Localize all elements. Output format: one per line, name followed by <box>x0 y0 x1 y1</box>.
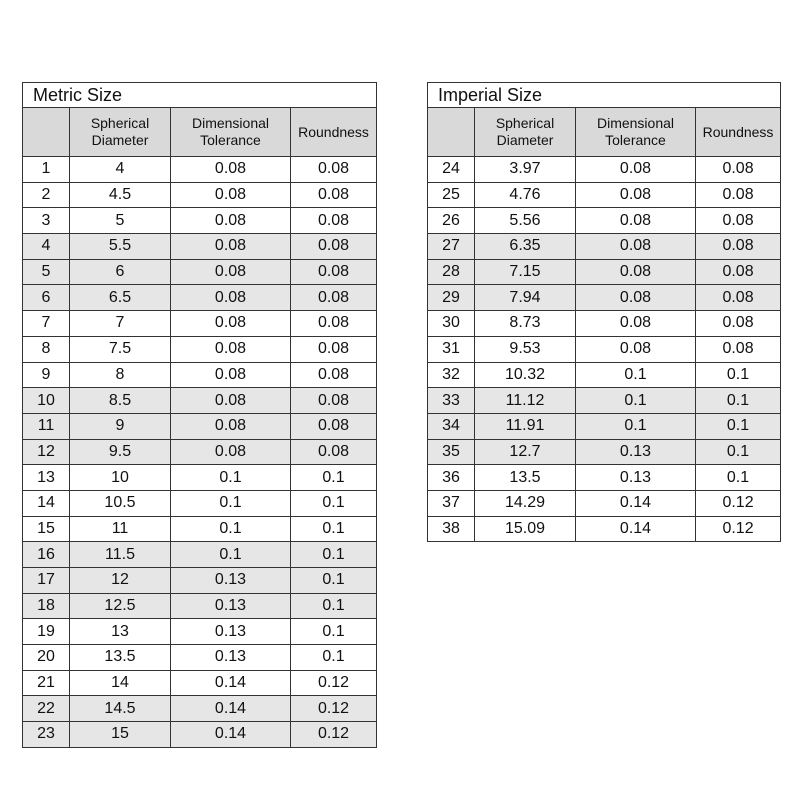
dimensional-tolerance-cell: 0.14 <box>171 670 291 696</box>
row-index-cell: 7 <box>23 311 70 337</box>
table-row <box>428 336 781 362</box>
spherical-diameter-cell: 10.5 <box>70 490 171 516</box>
roundness-cell: 0.08 <box>696 157 781 183</box>
dimensional-tolerance-cell: 0.08 <box>576 311 696 337</box>
row-index-cell: 36 <box>428 465 475 491</box>
table-row <box>428 362 781 388</box>
dimensional-tolerance-cell: 0.13 <box>171 619 291 645</box>
spherical-diameter-cell: 11.5 <box>70 542 171 568</box>
row-index-cell: 38 <box>428 516 475 542</box>
spherical-diameter-cell: 12 <box>70 568 171 594</box>
dimensional-tolerance-cell: 0.1 <box>171 465 291 491</box>
dimensional-tolerance-cell: 0.08 <box>576 208 696 234</box>
dimensional-tolerance-cell: 0.08 <box>576 234 696 260</box>
roundness-cell: 0.08 <box>696 259 781 285</box>
table-row <box>23 490 377 516</box>
spherical-diameter-cell: 3.97 <box>475 157 576 183</box>
row-index-cell: 2 <box>23 182 70 208</box>
roundness-cell: 0.08 <box>291 388 377 414</box>
table-row <box>23 439 377 465</box>
row-index-cell: 3 <box>23 208 70 234</box>
imperial-header-roundness: Roundness <box>696 108 781 157</box>
imperial-size-table <box>427 82 781 542</box>
dimensional-tolerance-cell: 0.13 <box>171 645 291 671</box>
dimensional-tolerance-cell: 0.08 <box>171 362 291 388</box>
table-row <box>23 388 377 414</box>
spherical-diameter-cell: 13.5 <box>70 645 171 671</box>
table-row <box>23 234 377 260</box>
spherical-diameter-cell: 12.7 <box>475 439 576 465</box>
spherical-diameter-cell: 14.29 <box>475 490 576 516</box>
spherical-diameter-cell: 7.5 <box>70 336 171 362</box>
spherical-diameter-cell: 11.12 <box>475 388 576 414</box>
table-row <box>23 259 377 285</box>
table-row <box>428 259 781 285</box>
row-index-cell: 12 <box>23 439 70 465</box>
row-index-cell: 28 <box>428 259 475 285</box>
dimensional-tolerance-cell: 0.08 <box>576 259 696 285</box>
roundness-cell: 0.1 <box>696 362 781 388</box>
spherical-diameter-cell: 12.5 <box>70 593 171 619</box>
roundness-cell: 0.12 <box>291 722 377 748</box>
imperial-header-diameter: Spherical Diameter <box>475 108 576 157</box>
imperial-header-index <box>428 108 475 157</box>
roundness-cell: 0.08 <box>696 311 781 337</box>
row-index-cell: 1 <box>23 157 70 183</box>
dimensional-tolerance-cell: 0.14 <box>576 490 696 516</box>
roundness-cell: 0.12 <box>291 670 377 696</box>
table-row <box>23 619 377 645</box>
table-row <box>428 208 781 234</box>
table-row <box>428 157 781 183</box>
roundness-cell: 0.08 <box>291 234 377 260</box>
table-row <box>23 285 377 311</box>
row-index-cell: 14 <box>23 490 70 516</box>
row-index-cell: 13 <box>23 465 70 491</box>
spherical-diameter-cell: 10 <box>70 465 171 491</box>
row-index-cell: 34 <box>428 413 475 439</box>
roundness-cell: 0.08 <box>291 311 377 337</box>
metric-header-diameter: Spherical Diameter <box>70 108 171 157</box>
row-index-cell: 30 <box>428 311 475 337</box>
table-row <box>23 670 377 696</box>
row-index-cell: 31 <box>428 336 475 362</box>
spherical-diameter-cell: 14 <box>70 670 171 696</box>
table-row <box>23 413 377 439</box>
spherical-diameter-cell: 8.73 <box>475 311 576 337</box>
spherical-diameter-cell: 5.5 <box>70 234 171 260</box>
spherical-diameter-cell: 11 <box>70 516 171 542</box>
row-index-cell: 8 <box>23 336 70 362</box>
roundness-cell: 0.08 <box>291 285 377 311</box>
imperial-table-body <box>428 157 781 542</box>
spherical-diameter-cell: 15.09 <box>475 516 576 542</box>
spherical-diameter-cell: 13.5 <box>475 465 576 491</box>
spherical-diameter-cell: 9.5 <box>70 439 171 465</box>
roundness-cell: 0.1 <box>696 388 781 414</box>
roundness-cell: 0.1 <box>291 490 377 516</box>
roundness-cell: 0.1 <box>291 465 377 491</box>
roundness-cell: 0.12 <box>696 490 781 516</box>
table-row <box>23 157 377 183</box>
row-index-cell: 21 <box>23 670 70 696</box>
spherical-diameter-cell: 15 <box>70 722 171 748</box>
roundness-cell: 0.1 <box>696 465 781 491</box>
row-index-cell: 16 <box>23 542 70 568</box>
dimensional-tolerance-cell: 0.14 <box>576 516 696 542</box>
row-index-cell: 6 <box>23 285 70 311</box>
roundness-cell: 0.08 <box>696 182 781 208</box>
row-index-cell: 32 <box>428 362 475 388</box>
roundness-cell: 0.08 <box>291 413 377 439</box>
roundness-cell: 0.1 <box>291 593 377 619</box>
spherical-diameter-cell: 13 <box>70 619 171 645</box>
table-row <box>428 285 781 311</box>
imperial-header-tolerance: Dimensional Tolerance <box>576 108 696 157</box>
table-row <box>428 516 781 542</box>
roundness-cell: 0.08 <box>696 208 781 234</box>
spherical-diameter-cell: 6.35 <box>475 234 576 260</box>
dimensional-tolerance-cell: 0.08 <box>171 157 291 183</box>
roundness-cell: 0.08 <box>291 157 377 183</box>
table-row <box>23 182 377 208</box>
spherical-diameter-cell: 8.5 <box>70 388 171 414</box>
roundness-cell: 0.08 <box>291 439 377 465</box>
metric-table-title: Metric Size <box>23 83 377 108</box>
spherical-diameter-cell: 14.5 <box>70 696 171 722</box>
dimensional-tolerance-cell: 0.1 <box>171 490 291 516</box>
dimensional-tolerance-cell: 0.13 <box>576 439 696 465</box>
table-row <box>23 542 377 568</box>
table-row <box>23 722 377 748</box>
table-row <box>23 362 377 388</box>
table-row <box>23 696 377 722</box>
dimensional-tolerance-cell: 0.13 <box>576 465 696 491</box>
dimensional-tolerance-cell: 0.14 <box>171 722 291 748</box>
dimensional-tolerance-cell: 0.08 <box>171 285 291 311</box>
spherical-diameter-cell: 10.32 <box>475 362 576 388</box>
dimensional-tolerance-cell: 0.08 <box>171 413 291 439</box>
row-index-cell: 11 <box>23 413 70 439</box>
roundness-cell: 0.1 <box>696 413 781 439</box>
roundness-cell: 0.1 <box>291 542 377 568</box>
metric-header-index <box>23 108 70 157</box>
roundness-cell: 0.08 <box>696 234 781 260</box>
spherical-diameter-cell: 11.91 <box>475 413 576 439</box>
dimensional-tolerance-cell: 0.13 <box>171 568 291 594</box>
table-row <box>23 311 377 337</box>
roundness-cell: 0.08 <box>696 285 781 311</box>
dimensional-tolerance-cell: 0.08 <box>576 336 696 362</box>
spherical-diameter-cell: 4 <box>70 157 171 183</box>
dimensional-tolerance-cell: 0.08 <box>171 234 291 260</box>
row-index-cell: 5 <box>23 259 70 285</box>
table-row <box>428 311 781 337</box>
table-row <box>23 516 377 542</box>
dimensional-tolerance-cell: 0.08 <box>171 388 291 414</box>
roundness-cell: 0.1 <box>696 439 781 465</box>
roundness-cell: 0.08 <box>291 182 377 208</box>
roundness-cell: 0.12 <box>291 696 377 722</box>
dimensional-tolerance-cell: 0.08 <box>171 336 291 362</box>
row-index-cell: 9 <box>23 362 70 388</box>
spherical-diameter-cell: 6.5 <box>70 285 171 311</box>
row-index-cell: 37 <box>428 490 475 516</box>
spherical-diameter-cell: 6 <box>70 259 171 285</box>
roundness-cell: 0.08 <box>696 336 781 362</box>
dimensional-tolerance-cell: 0.1 <box>171 516 291 542</box>
row-index-cell: 29 <box>428 285 475 311</box>
roundness-cell: 0.08 <box>291 362 377 388</box>
spherical-diameter-cell: 7 <box>70 311 171 337</box>
row-index-cell: 35 <box>428 439 475 465</box>
row-index-cell: 25 <box>428 182 475 208</box>
table-row <box>428 234 781 260</box>
dimensional-tolerance-cell: 0.08 <box>576 182 696 208</box>
spherical-diameter-cell: 4.76 <box>475 182 576 208</box>
row-index-cell: 19 <box>23 619 70 645</box>
dimensional-tolerance-cell: 0.08 <box>576 285 696 311</box>
roundness-cell: 0.1 <box>291 568 377 594</box>
roundness-cell: 0.12 <box>696 516 781 542</box>
metric-size-table <box>22 82 377 748</box>
row-index-cell: 10 <box>23 388 70 414</box>
table-row <box>23 336 377 362</box>
dimensional-tolerance-cell: 0.08 <box>576 157 696 183</box>
metric-header-roundness: Roundness <box>291 108 377 157</box>
row-index-cell: 23 <box>23 722 70 748</box>
roundness-cell: 0.1 <box>291 619 377 645</box>
spherical-diameter-cell: 9 <box>70 413 171 439</box>
row-index-cell: 20 <box>23 645 70 671</box>
row-index-cell: 22 <box>23 696 70 722</box>
dimensional-tolerance-cell: 0.1 <box>576 413 696 439</box>
dimensional-tolerance-cell: 0.08 <box>171 311 291 337</box>
table-row <box>428 465 781 491</box>
spherical-diameter-cell: 4.5 <box>70 182 171 208</box>
row-index-cell: 18 <box>23 593 70 619</box>
metric-table-body <box>23 157 377 748</box>
row-index-cell: 15 <box>23 516 70 542</box>
roundness-cell: 0.1 <box>291 516 377 542</box>
row-index-cell: 17 <box>23 568 70 594</box>
roundness-cell: 0.08 <box>291 259 377 285</box>
table-row <box>428 413 781 439</box>
spherical-diameter-cell: 7.94 <box>475 285 576 311</box>
dimensional-tolerance-cell: 0.1 <box>576 388 696 414</box>
row-index-cell: 26 <box>428 208 475 234</box>
roundness-cell: 0.08 <box>291 208 377 234</box>
table-row <box>23 568 377 594</box>
table-row <box>428 388 781 414</box>
row-index-cell: 33 <box>428 388 475 414</box>
table-row <box>428 439 781 465</box>
table-row <box>428 182 781 208</box>
roundness-cell: 0.08 <box>291 336 377 362</box>
dimensional-tolerance-cell: 0.08 <box>171 259 291 285</box>
spherical-diameter-cell: 8 <box>70 362 171 388</box>
metric-header-tolerance: Dimensional Tolerance <box>171 108 291 157</box>
row-index-cell: 27 <box>428 234 475 260</box>
spherical-diameter-cell: 5.56 <box>475 208 576 234</box>
spherical-diameter-cell: 7.15 <box>475 259 576 285</box>
dimensional-tolerance-cell: 0.13 <box>171 593 291 619</box>
imperial-table-title: Imperial Size <box>428 83 781 108</box>
row-index-cell: 4 <box>23 234 70 260</box>
spherical-diameter-cell: 5 <box>70 208 171 234</box>
dimensional-tolerance-cell: 0.14 <box>171 696 291 722</box>
table-row <box>23 593 377 619</box>
dimensional-tolerance-cell: 0.08 <box>171 182 291 208</box>
dimensional-tolerance-cell: 0.08 <box>171 439 291 465</box>
row-index-cell: 24 <box>428 157 475 183</box>
dimensional-tolerance-cell: 0.08 <box>171 208 291 234</box>
dimensional-tolerance-cell: 0.1 <box>576 362 696 388</box>
table-row <box>23 208 377 234</box>
roundness-cell: 0.1 <box>291 645 377 671</box>
table-row <box>428 490 781 516</box>
dimensional-tolerance-cell: 0.1 <box>171 542 291 568</box>
table-row <box>23 465 377 491</box>
table-row <box>23 645 377 671</box>
spherical-diameter-cell: 9.53 <box>475 336 576 362</box>
